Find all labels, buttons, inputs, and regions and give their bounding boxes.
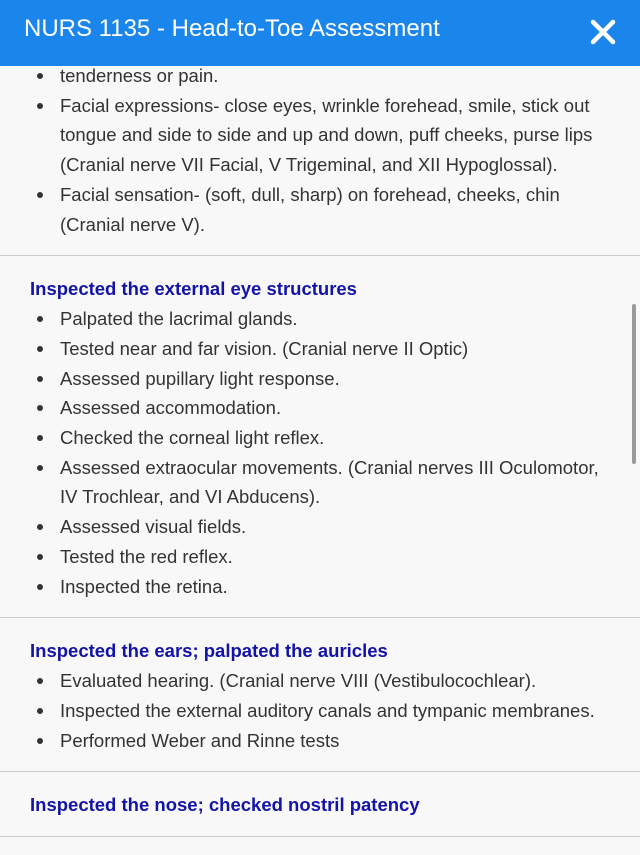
bullet-icon [37, 708, 43, 714]
list-item-text: Assessed visual fields. [60, 516, 247, 538]
section-heading: Inspected the nose; checked nostril patency [30, 794, 420, 816]
close-button[interactable] [586, 15, 620, 49]
section [0, 66, 640, 256]
list-item-text: Performed Weber and Rinne tests [60, 729, 340, 751]
list-item [0, 542, 640, 572]
content-list [0, 66, 640, 837]
page-title: NURS 1135 - Head-to-Toe Assessment [24, 15, 440, 42]
list-item [0, 91, 640, 180]
section [0, 618, 640, 772]
list-item-text: Assessed accommodation. [60, 397, 282, 419]
section-heading: Inspected the ears; palpated the auricles [30, 640, 388, 662]
list-item [0, 726, 640, 756]
list-item [0, 453, 640, 512]
list-item [0, 696, 640, 726]
list-item-text: Facial sensation- (soft, dull, sharp) on forehead, cheeks, chin (Cranial nerve V). [60, 183, 560, 235]
bullet-icon [37, 405, 43, 411]
list-item-text: Tested near and far vision. (Cranial nerve II Optic) [60, 337, 469, 359]
list-item [0, 304, 640, 334]
list-item-text: tenderness or pain. [60, 66, 219, 86]
bullet-icon [37, 678, 43, 684]
list-item-text: Inspected the retina. [60, 575, 228, 597]
app-header [0, 0, 640, 66]
bullet-list [0, 666, 640, 755]
bullet-icon [37, 73, 43, 79]
list-item [0, 572, 640, 602]
content-scroll-area[interactable] [0, 66, 640, 855]
bullet-icon [37, 346, 43, 352]
bullet-icon [37, 376, 43, 382]
list-item [0, 512, 640, 542]
list-item-text: Palpated the lacrimal glands. [60, 308, 298, 330]
bullet-icon [37, 738, 43, 744]
bullet-list [0, 304, 640, 601]
list-item [0, 666, 640, 696]
bullet-icon [37, 192, 43, 198]
list-item-text: Evaluated hearing. (Cranial nerve VIII (Vestibulocochlear). [60, 670, 537, 692]
section-heading: Inspected the external eye structures [30, 278, 357, 300]
bullet-icon [37, 103, 43, 109]
bullet-icon [37, 435, 43, 441]
list-item [0, 393, 640, 423]
scrollbar-thumb[interactable] [632, 304, 636, 464]
close-icon [586, 15, 620, 49]
bullet-icon [37, 584, 43, 590]
bullet-list [0, 66, 640, 239]
list-item [0, 180, 640, 239]
section [0, 256, 640, 618]
list-item [0, 423, 640, 453]
list-item-text: Assessed pupillary light response. [60, 367, 340, 389]
bullet-icon [37, 524, 43, 530]
list-item [0, 334, 640, 364]
list-item-text: Assessed extraocular movements. (Cranial nerves III Oculomotor, IV Trochlear, and VI Abducens). [60, 456, 599, 508]
section [0, 772, 640, 837]
bullet-icon [37, 554, 43, 560]
list-item [0, 364, 640, 394]
bullet-icon [37, 465, 43, 471]
list-item-text: Checked the corneal light reflex. [60, 427, 325, 449]
bullet-icon [37, 316, 43, 322]
list-item-text: Facial expressions- close eyes, wrinkle forehead, smile, stick out tongue and side to side and up and down, puff cheeks, purse lips (Cranial nerve VII Facial, V Trigeminal, and XII Hypoglossal). [60, 94, 593, 176]
list-item-text: Tested the red reflex. [60, 545, 233, 567]
list-item [0, 66, 640, 91]
list-item-text: Inspected the external auditory canals and tympanic membranes. [60, 699, 595, 721]
